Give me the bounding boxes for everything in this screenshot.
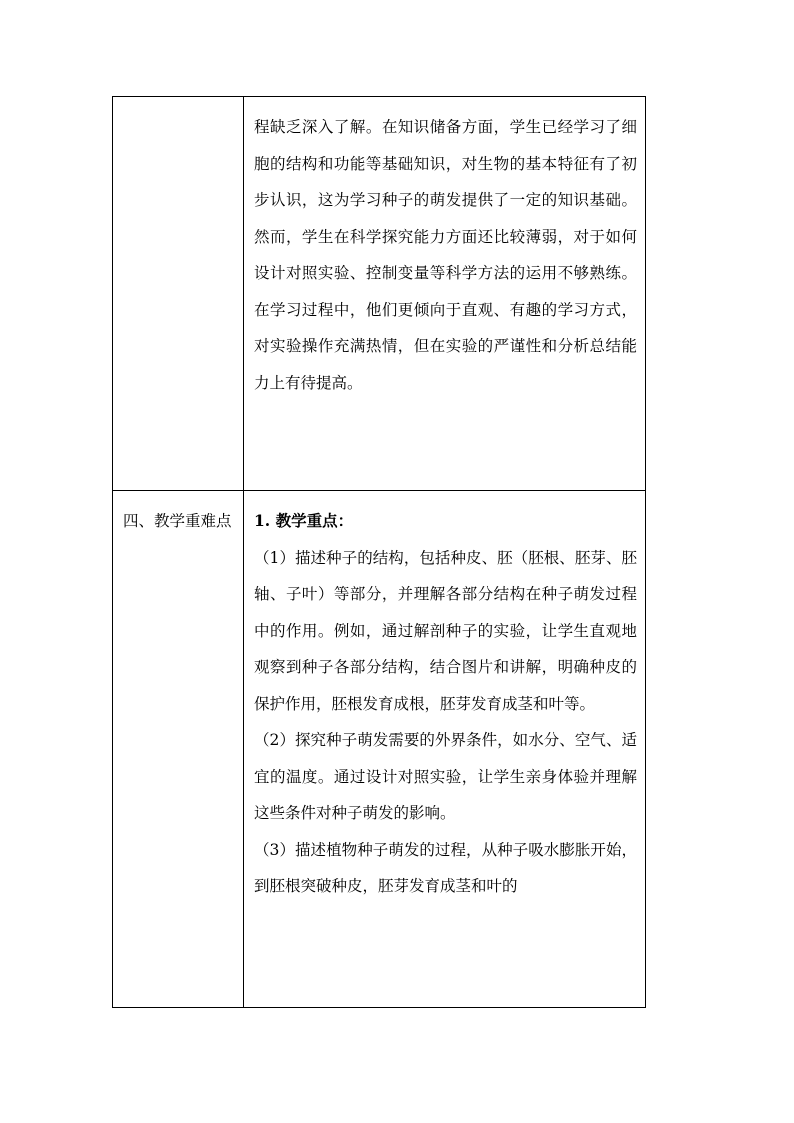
row-content-cell [244,491,646,1008]
list-item: （2）探究种子萌发需要的外界条件，如水分、空气、适宜的温度。通过设计对照实验，让学生亲身体验并理解这些条件对种子萌发的影响。 [254,731,637,822]
table-row [113,491,646,1008]
lesson-plan-table [112,96,646,1008]
row-label-cell [113,491,244,1008]
list-item: （1）描述种子的结构，包括种皮、胚（胚根、胚芽、胚轴、子叶）等部分，并理解各部分结构在种子萌发过程中的作用。例如，通过解剖种子的实验，让学生直观地观察到种子各部分结构，结合图片和讲解，明确种皮的保护作用，胚根发育成根，胚芽发育成茎和叶等。 [254,548,637,713]
row-content-cell [244,97,646,491]
row-label: 四、教学重难点 [123,512,232,530]
row-label [113,97,243,109]
section-heading: 1. 教学重点： [254,511,354,530]
row-label-cell [113,97,244,491]
list-item: （3）描述植物种子萌发的过程，从种子吸水膨胀开始，到胚根突破种皮，胚芽发育成茎和叶的 [254,840,637,895]
table-row [113,97,646,491]
learner-analysis-paragraph: 程缺乏深入了解。在知识储备方面，学生已经学习了细胞的结构和功能等基础知识，对生物的基本特征有了初步认识，这为学习种子的萌发提供了一定的知识基础。然而，学生在科学探究能力方面还比较薄弱，对于如何设计对照实验、控制变量等科学方法的运用不够熟练。在学习过程中，他们更倾向于直观、有趣的学习方式，对实验操作充满热情，但在实验的严谨性和分析总结能力上有待提高。 [254,118,637,392]
